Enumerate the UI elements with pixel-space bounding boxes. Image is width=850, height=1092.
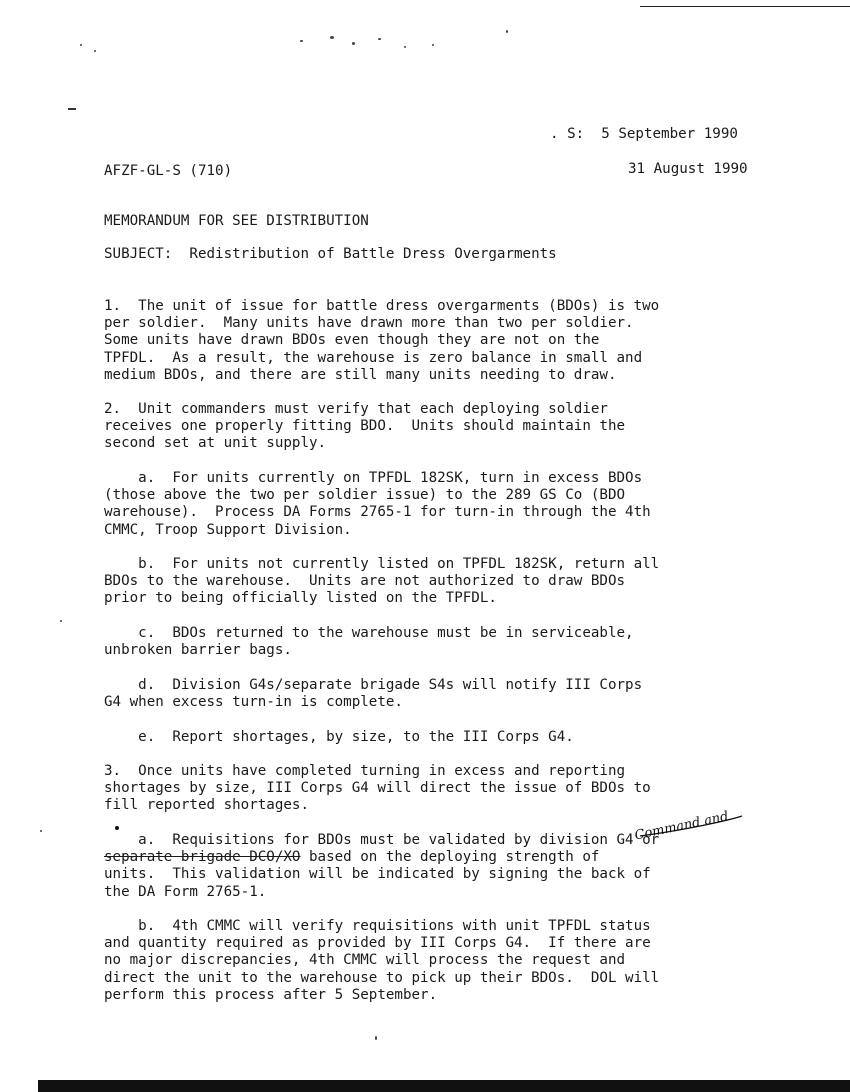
text-line-rest: based on the deploying strength of: [300, 849, 600, 866]
scan-speck: [80, 44, 82, 46]
struck-text: separate brigade DCO/XO: [104, 849, 301, 866]
paragraph-3a: [104, 832, 659, 901]
handwritten-text: Command and: [633, 808, 730, 844]
text-line: no major discrepancies, 4th CMMC will process the request and: [104, 952, 626, 969]
paragraph-2a: [104, 470, 651, 539]
text-line: shortages by size, III Corps G4 will direct the issue of BDOs to: [104, 780, 651, 797]
scan-edge-bar: [38, 1080, 850, 1092]
scan-speck: [352, 42, 355, 45]
paragraph-3: [104, 763, 651, 815]
text-line: 1. The unit of issue for battle dress overgarments (BDOs) is two: [104, 298, 660, 314]
margin-mark: [68, 108, 76, 110]
text-line: Some units have drawn BDOs even though they are not on the: [104, 332, 600, 349]
text-line: b. 4th CMMC will verify requisitions with unit TPFDL status: [104, 918, 651, 934]
text-line: fill reported shortages.: [104, 797, 309, 814]
scan-speck: [375, 1036, 377, 1040]
text-line: second set at unit supply.: [104, 435, 327, 452]
scan-speck: [300, 40, 303, 42]
scan-speck: [330, 36, 334, 39]
scan-speck: [378, 38, 381, 40]
text-line: 3. Once units have completed turning in excess and reporting: [104, 763, 626, 779]
text-line: medium BDOs, and there are still many units needing to draw.: [104, 366, 617, 383]
text-line: BDOs to the warehouse. Units are not authorized to draw BDOs: [104, 573, 626, 590]
text-line: [104, 849, 659, 866]
text-line: units. This validation will be indicated by signing the back of: [104, 866, 651, 883]
top-rule: [640, 6, 850, 7]
suspense-date: . S: 5 September 1990: [550, 126, 738, 142]
scan-speck: [60, 620, 62, 622]
text-line: d. Division G4s/separate brigade S4s will notify III Corps: [104, 677, 643, 693]
text-line: per soldier. Many units have drawn more than two per soldier.: [104, 315, 634, 332]
subject-line: SUBJECT: Redistribution of Battle Dress Overgarments: [104, 246, 557, 262]
scan-speck: [404, 46, 406, 48]
text-line: prior to being officially listed on the TPFDL.: [104, 590, 497, 607]
text-line: G4 when excess turn-in is complete.: [104, 694, 403, 711]
text-line: (those above the two per soldier issue) to the 289 GS Co (BDO: [104, 487, 626, 504]
text-line: and quantity required as provided by III Corps G4. If there are: [104, 935, 651, 952]
scan-speck: [432, 44, 434, 46]
paragraph-2b: [104, 556, 659, 608]
margin-bullet: [115, 826, 119, 830]
scan-speck: [506, 30, 508, 33]
paragraph-3b: [104, 918, 659, 1004]
text-line: e. Report shortages, by size, to the III Corps G4.: [104, 729, 574, 745]
paragraph-1: [104, 298, 659, 384]
text-line: direct the unit to the warehouse to pick up their BDOs. DOL will: [104, 969, 660, 986]
text-line: 2. Unit commanders must verify that each deploying soldier: [104, 401, 608, 417]
text-line: receives one properly fitting BDO. Units should maintain the: [104, 418, 626, 435]
scan-speck: [40, 830, 42, 832]
paragraph-2: [104, 401, 625, 453]
text-line: a. For units currently on TPFDL 182SK, turn in excess BDOs: [104, 470, 643, 486]
memo-for-line: MEMORANDUM FOR SEE DISTRIBUTION: [104, 213, 369, 229]
text-line: the DA Form 2765-1.: [104, 883, 267, 900]
text-line: b. For units not currently listed on TPFDL 182SK, return all: [104, 556, 660, 572]
text-line: TPFDL. As a result, the warehouse is zero balance in small and: [104, 349, 643, 366]
paragraph-2e: [104, 729, 574, 746]
text-line: a. Requisitions for BDOs must be validated by division G4 or: [104, 832, 660, 848]
text-line: perform this process after 5 September.: [104, 986, 438, 1003]
scan-speck: [94, 50, 96, 52]
text-line: unbroken barrier bags.: [104, 642, 292, 659]
text-line: CMMC, Troop Support Division.: [104, 521, 352, 538]
text-line: warehouse). Process DA Forms 2765-1 for turn-in through the 4th: [104, 504, 651, 521]
text-line: c. BDOs returned to the warehouse must be in serviceable,: [104, 625, 634, 641]
paragraph-2d: [104, 677, 642, 711]
memo-date: 31 August 1990: [628, 161, 748, 177]
paragraph-2c: [104, 625, 634, 659]
office-symbol: AFZF-GL-S (710): [104, 163, 233, 179]
